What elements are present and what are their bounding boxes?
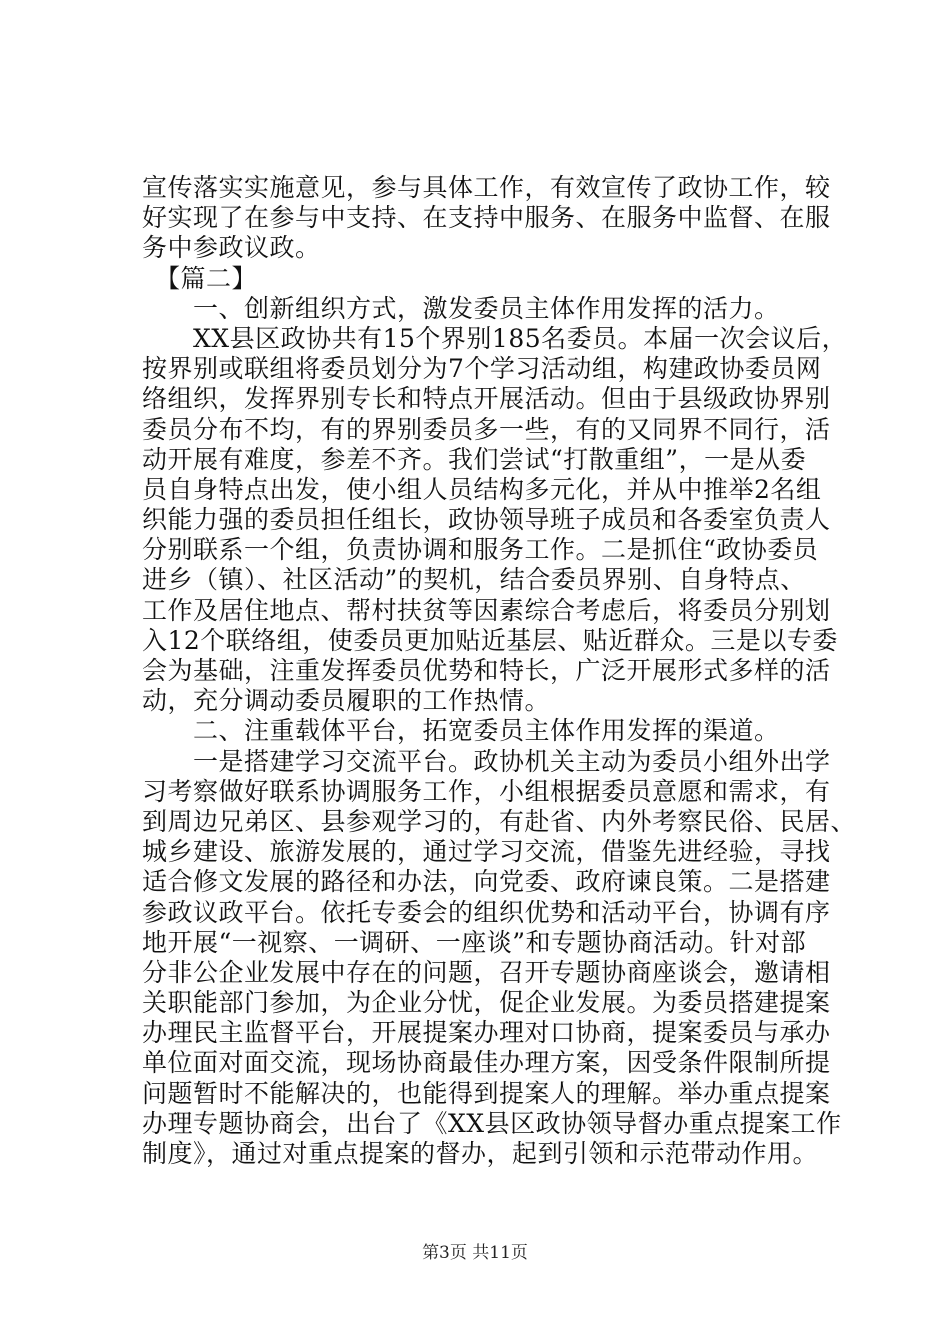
text-line-24: 适合修文发展的路径和办法，向党委、政府谏良策。二是搭建	[142, 867, 831, 897]
text-line-32: 办理专题协商会，出台了《XX县区政协领导督办重点提案工作	[142, 1108, 842, 1138]
text-line-20: 一是搭建学习交流平台。政协机关主动为委员小组外出学	[142, 746, 831, 776]
text-line-6: XX县区政协共有15个界别185名委员。本届一次会议后，	[142, 323, 848, 353]
text-line-21: 习考察做好联系协调服务工作，小组根据委员意愿和需求，有	[142, 776, 831, 806]
text-line-11: 员自身特点出发，使小组人员结构多元化，并从中推举2名组	[142, 474, 822, 504]
text-line-1: 宣传落实实施意见，参与具体工作，有效宣传了政协工作，较	[142, 173, 831, 202]
subheading-1: 一、创新组织方式，激发委员主体作用发挥的活力。	[142, 293, 780, 323]
subheading-2: 二、注重载体平台，拓宽委员主体作用发挥的渠道。	[142, 716, 780, 746]
text-line-28: 关职能部门参加，为企业分忧，促企业发展。为委员搭建提案	[142, 988, 831, 1018]
text-line-25: 参政议政平台。依托专委会的组织优势和活动平台，协调有序	[142, 897, 831, 927]
section-heading: 【篇二】	[142, 263, 258, 293]
text-line-31: 问题暂时不能解决的，也能得到提案人的理解。举办重点提案	[142, 1078, 831, 1108]
text-line-9: 委员分布不均，有的界别委员多一些，有的又同界不同行，活	[142, 414, 831, 444]
text-line-14: 进乡（镇）、社区活动”的契机，结合委员界别、自身特点、	[142, 565, 806, 595]
text-line-26: 地开展“一视察、一调研、一座谈”和专题协商活动。针对部	[142, 927, 807, 957]
text-line-33: 制度》，通过对重点提案的督办，起到引领和示范带动作用。	[142, 1139, 819, 1168]
text-line-10: 动开展有难度，参差不齐。我们尝试“打散重组”，一是从委	[142, 444, 807, 474]
text-line-30: 单位面对面交流，现场协商最佳办理方案，因受条件限制所提	[142, 1048, 831, 1078]
text-line-15: 工作及居住地点、帮村扶贫等因素综合考虑后，将委员分别划	[142, 595, 831, 625]
text-line-29: 办理民主监督平台，开展提案办理对口协商，提案委员与承办	[142, 1018, 831, 1048]
text-line-7: 按界别或联组将委员划分为7个学习活动组，构建政协委员网	[142, 354, 822, 384]
text-line-23: 城乡建设、旅游发展的，通过学习交流，借鉴先进经验，寻找	[142, 837, 831, 867]
text-line-12: 织能力强的委员担任组长，政协领导班子成员和各委室负责人	[142, 505, 831, 535]
text-line-2: 好实现了在参与中支持、在支持中服务、在服务中监督、在服	[142, 203, 831, 233]
text-line-18: 动，充分调动委员履职的工作热情。	[142, 686, 551, 716]
text-line-27: 分非公企业发展中存在的问题，召开专题协商座谈会，邀请相	[142, 957, 831, 987]
text-line-3: 务中参政议政。	[142, 233, 321, 263]
text-line-22: 到周边兄弟区、县参观学习的，有赴省、内外考察民俗、民居、	[142, 806, 857, 836]
document-body	[142, 173, 857, 1169]
text-line-17: 会为基础，注重发挥委员优势和特长，广泛开展形式多样的活	[142, 656, 831, 685]
text-line-16: 入12个联络组，使委员更加贴近基层、贴近群众。三是以专委	[142, 625, 838, 655]
text-line-13: 分别联系一个组，负责协调和服务工作。二是抓住“政协委员	[142, 535, 819, 565]
text-line-8: 络组织，发挥界别专长和特点开展活动。但由于县级政协界别	[142, 384, 831, 414]
page-number-footer: 第3页 共11页	[422, 1243, 528, 1263]
